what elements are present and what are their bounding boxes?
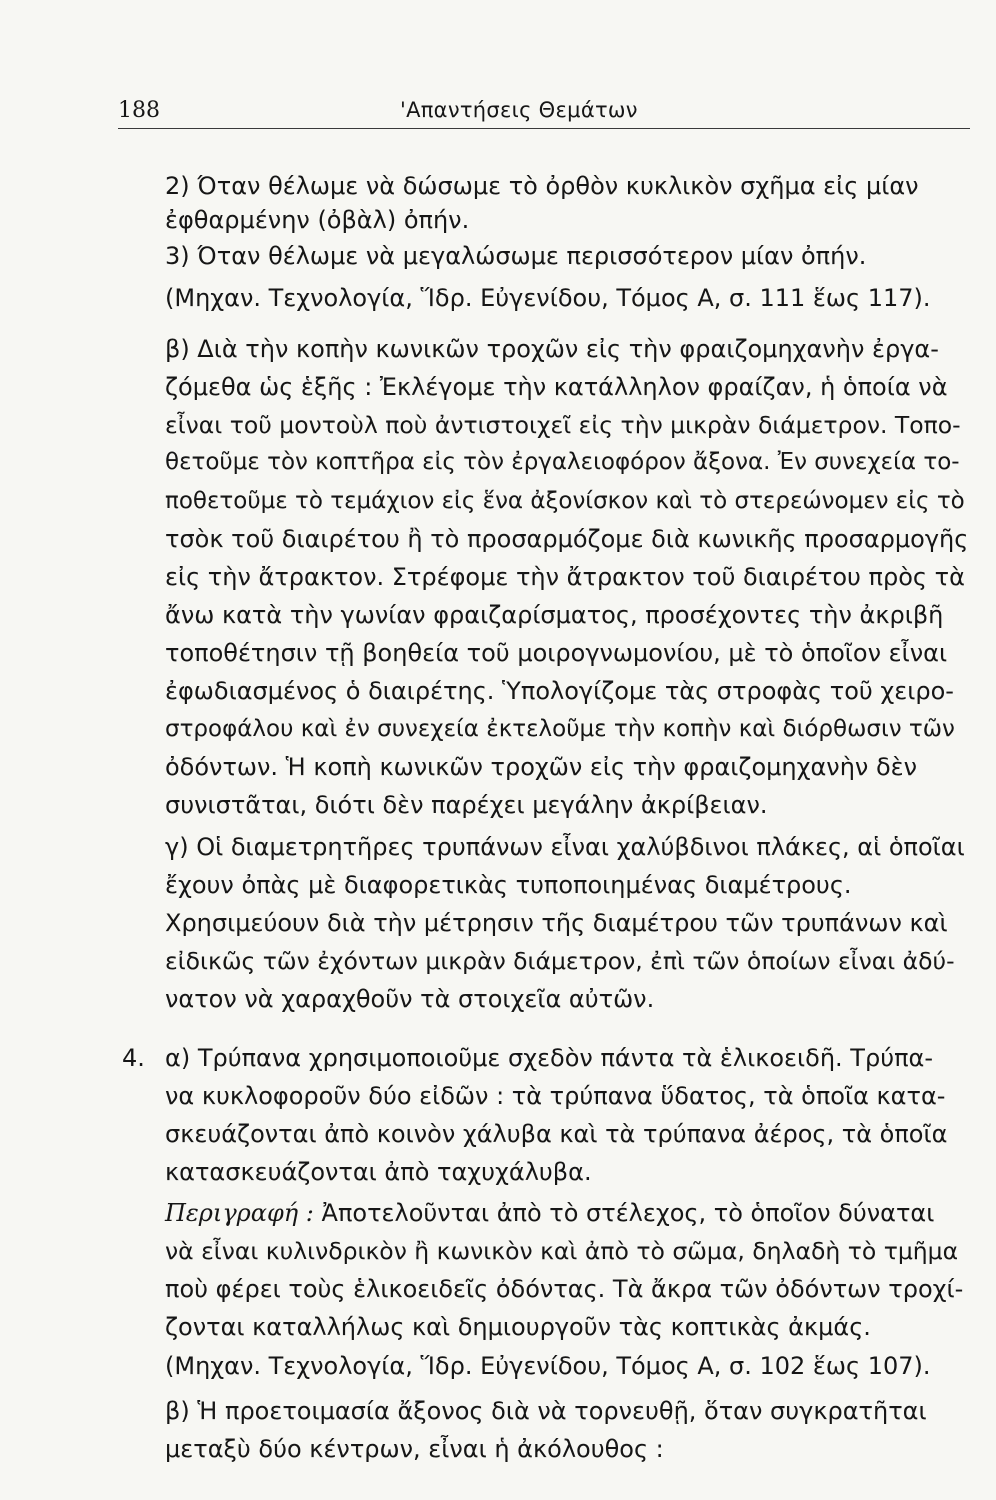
text-line: α) Τρύπανα χρησιμοποιοῦμε σχεδὸν πάντα τὰ ἑλικοειδῆ. Τρύπα-: [165, 1044, 934, 1072]
text-line: Χρησιμεύουν διὰ τὴν μέτρησιν τῆς διαμέτρου τῶν τρυπάνων καὶ: [165, 909, 948, 937]
page-header: [118, 96, 970, 129]
citation-line: (Μηχαν. Τεχνολογία, Ἵδρ. Εὐγενίδου, Τόμος Α, σ. 111 ἕως 117).: [165, 284, 931, 312]
text-line: ζόμεθα ὡς ἑξῆς : Ἐκλέγομε τὴν κατάλληλον φραίζαν, ἡ ὁποία νὰ: [165, 373, 948, 401]
text-line: εἶναι τοῦ μοντοὺλ ποὺ ἀντιστοιχεῖ εἰς τὴν μικρὰν διάμετρον. Τοπο-: [165, 411, 961, 439]
text-line: μεταξὺ δύο κέντρων, εἶναι ἡ ἀκόλουθος :: [165, 1435, 664, 1463]
text-line: να κυκλοφοροῦν δύο εἰδῶν : τὰ τρύπανα ὕδατος, τὰ ὁποῖα κατα-: [165, 1082, 946, 1110]
text-line: σκευάζονται ἀπὸ κοινὸν χάλυβα καὶ τὰ τρύπανα ἀέρος, τὰ ὁποῖα: [165, 1120, 948, 1148]
text-line: 3) Όταν θέλωμε νὰ μεγαλώσωμε περισσότερον μίαν ὀπήν.: [165, 242, 867, 270]
text-line: ποὺ φέρει τοὺς ἑλικοειδεῖς ὀδόντας. Τὰ ἄκρα τῶν ὀδόντων τροχί-: [165, 1275, 964, 1303]
text-line: εἰδικῶς τῶν ἐχόντων μικρὰν διάμετρον, ἐπὶ τῶν ὁποίων εἶναι ἀδύ-: [165, 947, 955, 975]
text-line: στροφάλου καὶ ἐν συνεχεία ἐκτελοῦμε τὴν κοπὴν καὶ διόρθωσιν τῶν: [165, 716, 955, 742]
text-line: ἄνω κατὰ τὴν γωνίαν φραιζαρίσματος, προσέχοντες τὴν ἀκριβῆ: [165, 601, 944, 629]
text-line: ἔχουν ὀπὰς μὲ διαφορετικὰς τυποποιημένας διαμέτρους.: [165, 871, 852, 899]
description-text: Ἀποτελοῦνται ἀπὸ τὸ στέλεχος, τὸ ὁποῖον δύναται: [321, 1199, 935, 1227]
text-line: εἰς τὴν ἄτρακτον. Στρέφομε τὴν ἄτρακτον τοῦ διαιρέτου πρὸς τὰ: [165, 563, 965, 591]
text-line: τσὸκ τοῦ διαιρέτου ἢ τὸ προσαρμόζομε διὰ κωνικῆς προσαρμογῆς: [165, 525, 969, 553]
text-line: γ) Οἱ διαμετρητῆρες τρυπάνων εἶναι χαλύβδινοι πλάκες, αἱ ὁποῖαι: [165, 833, 965, 861]
text-line: ἐφωδιασμένος ὁ διαιρέτης. Ὑπολογίζομε τὰς στροφὰς τοῦ χειρο-: [165, 677, 954, 705]
text-line: νατον νὰ χαραχθοῦν τὰ στοιχεῖα αὐτῶν.: [165, 985, 655, 1013]
text-line: ποθετοῦμε τὸ τεμάχιον εἰς ἕνα ἀξονίσκον καὶ τὸ στερεώνομεν εἰς τὸ: [165, 488, 965, 514]
citation-line: (Μηχαν. Τεχνολογία, Ἵδρ. Εὐγενίδου, Τόμος Α, σ. 102 ἕως 107).: [165, 1352, 931, 1380]
text-line: νὰ εἶναι κυλινδρικὸν ἢ κωνικὸν καὶ ἀπὸ τὸ σῶμα, δηλαδὴ τὸ τμῆμα: [165, 1237, 959, 1265]
text-line: β) Διὰ τὴν κοπὴν κωνικῶν τροχῶν εἰς τὴν φραιζομηχανὴν ἐργα-: [165, 335, 939, 363]
text-line: θετοῦμε τὸν κοπτῆρα εἰς τὸν ἐργαλειοφόρον ἄξονα. Ἐν συνεχεία το-: [165, 449, 960, 475]
text-line: 2) Όταν θέλωμε νὰ δώσωμε τὸ ὀρθὸν κυκλικὸν σχῆμα εἰς μίαν: [165, 172, 919, 200]
item-number: 4.: [122, 1044, 145, 1072]
text-line: συνιστᾶται, διότι δὲν παρέχει μεγάλην ἀκρίβειαν.: [165, 791, 768, 819]
description-label: Περιγραφή :: [165, 1199, 314, 1227]
text-line: ἐφθαρμένην (ὀβὰλ) ὀπήν.: [165, 206, 470, 234]
text-line: ζονται καταλλήλως καὶ δημιουργοῦν τὰς κοπτικὰς ἀκμάς.: [165, 1313, 871, 1341]
text-line: ὀδόντων. Ἡ κοπὴ κωνικῶν τροχῶν εἰς τὴν φραιζομηχανὴν δὲν: [165, 753, 918, 781]
running-title: 'Απαντήσεις Θεμάτων: [400, 98, 638, 122]
text-line: κατασκευάζονται ἀπὸ ταχυχάλυβα.: [165, 1158, 592, 1186]
text-line: τοποθέτησιν τῇ βοηθεία τοῦ μοιρογνωμονίου, μὲ τὸ ὁποῖον εἶναι: [165, 639, 948, 667]
text-line: [165, 1198, 934, 1228]
text-line: β) Ἡ προετοιμασία ἄξονος διὰ νὰ τορνευθῇ, ὅταν συγκρατῆται: [165, 1397, 927, 1425]
page-number: 188: [118, 98, 160, 123]
